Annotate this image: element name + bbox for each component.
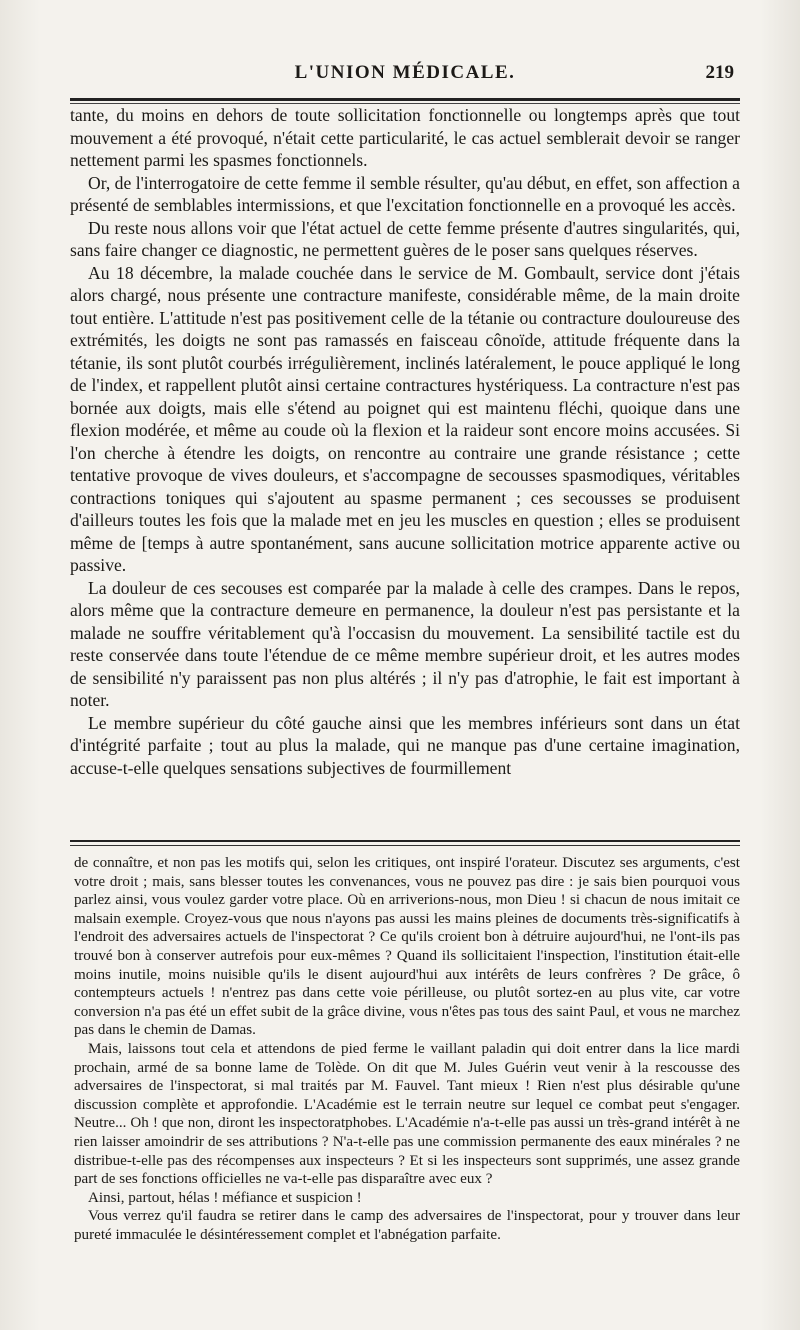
running-title: L'UNION MÉDICALE.: [294, 62, 516, 83]
feuilleton-paragraph: Ainsi, partout, hélas ! méfiance et suspicion !: [88, 1189, 362, 1206]
header-rule: [70, 98, 740, 101]
page-header: [70, 60, 740, 90]
article-paragraph: Le membre supérieur du côté gauche ainsi que les membres inférieurs sont dans un état d'intégrité parfaite ; tout au plus la malade, qui ne manque pas d'une certaine imagination, accuse-t-elle quelques sensations subjectives de fourmillement: [70, 712, 740, 778]
article-paragraph: tante, du moins en dehors de toute sollicitation fonctionnelle ou longtemps après que tout mouvement a été provoqué, n'était cette particularité, le cas actuel semblerait devoir se ranger nettement parmi les spasmes fonctionnels.: [70, 105, 740, 170]
feuilleton-paragraph: Vous verrez qu'il faudra se retirer dans le camp des adversaires de l'inspectorat, pour y trouver dans leur pureté immaculée le désintéressement complet et l'abnégation parfaite.: [74, 1208, 740, 1243]
article-paragraph: Du reste nous allons voir que l'état actuel de cette femme présente d'autres singularités, qui, sans faire changer ce diagnostic, ne permettent guères de le poser sans quelques réserves.: [70, 217, 740, 260]
feuilleton-separator-rule: [70, 840, 740, 842]
main-article-text: [70, 104, 740, 779]
article-paragraph: Or, de l'interrogatoire de cette femme il semble résulter, qu'au début, en effet, son affection a présenté de semblables intermissions, et que l'excitation fonctionnelle en a provoqué les accès.: [70, 172, 740, 215]
feuilleton-separator-rule-thin: [70, 845, 740, 846]
article-paragraph: La douleur de ces secouses est comparée par la malade à celle des crampes. Dans le repos, alors même que la contracture demeure en permanence, la douleur n'est pas persistante et la malade ne souffre véritablement qu'à l'occasisn du mouvement. La sensibilité tactile est du reste conservée dans toute l'étendue de ce même membre supérieur droit, et les autres modes de sensibilité n'y paraissent pas non plus altérés ; il n'y pas d'atrophie, le fait est important à noter.: [70, 577, 740, 710]
feuilleton-paragraph: de connaître, et non pas les motifs qui, selon les critiques, ont inspiré l'orateur. Discutez ses arguments, c'est votre droit ; mais, sans blesser toutes les convenances, vous ne pouvez pas dire : je sais bien pourquoi vous parlez ainsi, vous voulez garder votre place. Où en arriverions-nous, mon Dieu ! si chacun de nous imitait ce malsain exemple. Croyez-vous que nous n'ayons pas aussi les mains pleines de documents très-significatifs à l'endroit des adversaires actuels de l'inspectorat ? Ce qu'ils croient bon à détruire aujourd'hui, ne l'ont-ils pas trouvé bon à conserver autrefois pour eux-mêmes ? Quand ils sollicitaient l'inspection, l'institution était-elle moins inutile, moins nuisible qu'ils le disent aujourd'hui aux intérêts de leurs confrères ? De grâce, ô contempteurs actuels ! n'entrez pas dans cette voie périlleuse, ou plutôt sortez-en au plus vite, car votre conversion n'a pas été un effet subit de la grâce divine, vous n'êtes pas tous des saint Paul, et vous ne marchez pas dans le chemin de Damas.: [74, 855, 740, 1039]
feuilleton-paragraph: Mais, laissons tout cela et attendons de pied ferme le vaillant paladin qui doit entrer dans la lice mardi prochain, armé de sa bonne lame de Tolède. On dit que M. Jules Guérin veut venir à la rescousse des adversaires de l'inspectorat, si mal traités par M. Fauvel. Tant mieux ! Rien n'est plus désirable qu'une discussion complète et approfondie. L'Académie est le terrain neutre sur lequel ce combat peut s'engager. Neutre... Oh ! que non, diront les inspectoratphobes. L'Académie n'a-t-elle pas aussi un très-grand intérêt à ne rien laisser amoindrir de ses attributions ? N'a-t-elle pas une commission permanente des eaux minérales ? ne distribue-t-elle pas des récompenses aux inspecteurs ? Et si les inspecteurs sont supprimés, une assez grande part de ses fonctions officielles ne va-t-elle pas disparaître avec eux ?: [74, 1040, 740, 1188]
feuilleton-text: [74, 854, 740, 1244]
page-number: 219: [705, 62, 734, 83]
article-paragraph: Au 18 décembre, la malade couchée dans le service de M. Gombault, service dont j'étais alors chargé, nous présente une contracture manifeste, considérable même, de la main droite tout entière. L'attitude n'est pas positivement celle de la tétanie ou contracture douloureuse des extrémités, les doigts ne sont pas ramassés en faisceau cônoïde, attitude fréquente dans la tétanie, ils sont plutôt courbés irrégulièrement, inclinés latéralement, le pouce appliqué le long de l'index, et rappellent plutôt ainsi certaine contractures hystériquess. La contracture n'est pas bornée aux doigts, mais elle s'étend au poignet qui est maintenu fléchi, quoique dans une flexion modérée, et même au coude où la flexion et la raideur sont encore moins accusées. Si l'on cherche à étendre les doigts, on rencontre au contraire une grande résistance ; cette tentative provoque de vives douleurs, et s'accompagne de secousses spasmodiques, véritables contractions toniques qui s'ajoutent au spasme permanent ; ces secousses se produisent d'ailleurs toutes les fois que la malade met en jeu les muscles en question ; elles se produisent même de [temps à autre spontanément, sans aucune sollicitation motrice apparente active ou passive.: [70, 262, 740, 575]
